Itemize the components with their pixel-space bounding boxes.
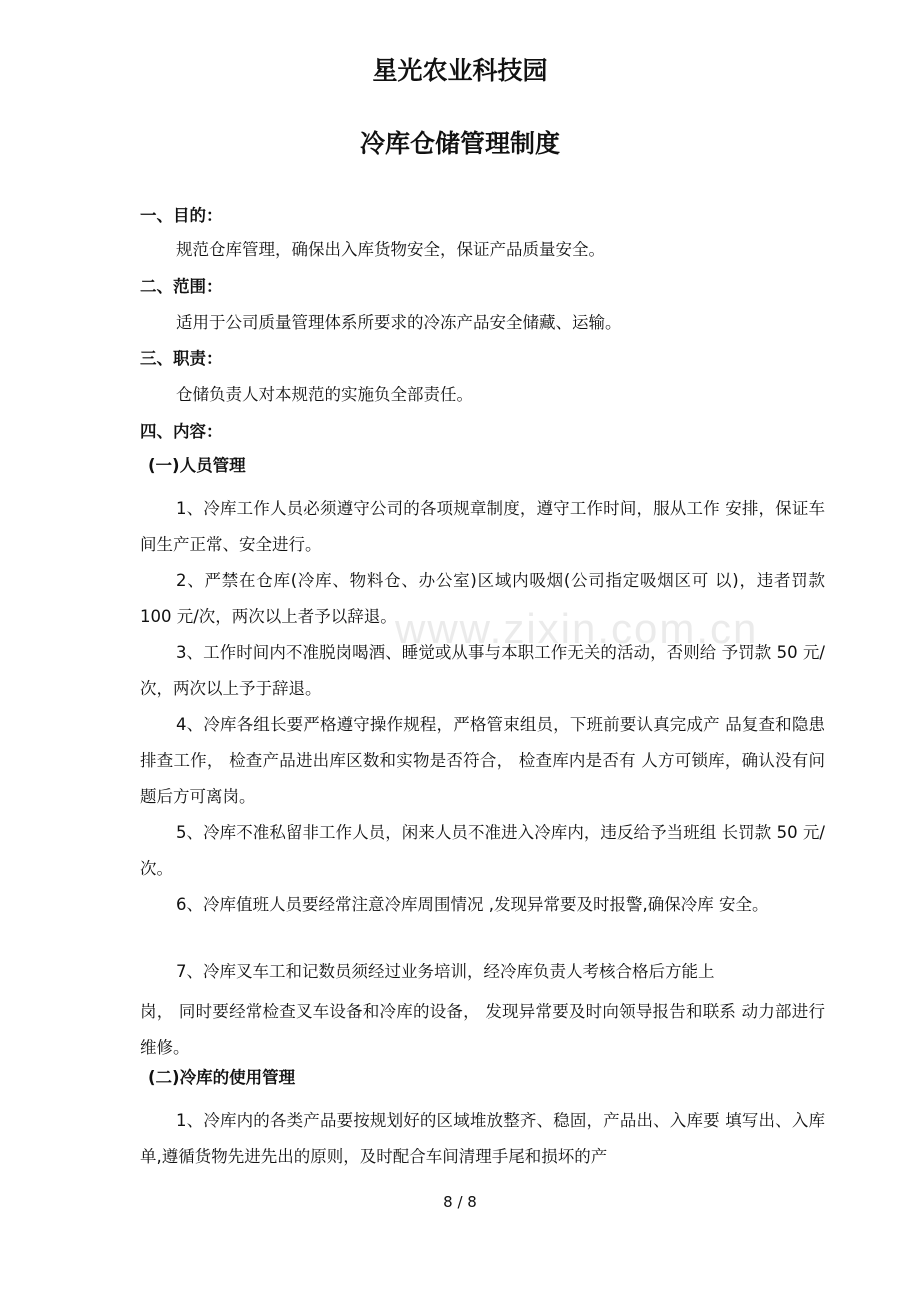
subheading-personnel: (一)人员管理	[148, 456, 246, 475]
company-title: 星光农业科技园	[372, 56, 548, 85]
watermark: www.zixin.com.cn	[395, 605, 759, 652]
personnel-item-2: 2、严禁在仓库(冷库、物料仓、办公室)区域内吸烟(公司指定吸烟区可 以)，违者罚款 100 元/次，两次以上者予以辞退。	[140, 571, 825, 626]
section-heading-responsibility: 三、职责：	[140, 349, 223, 368]
personnel-item-4: 4、冷库各组长要严格遵守操作规程，严格管束组员，下班前要认真完成产 品复查和隐患排查工作， 检查产品进出库区数和实物是否符合， 检查库内是否有 人方可锁库，确认没有问题后方可离岗。	[140, 715, 825, 806]
subheading-usage: (二)冷库的使用管理	[148, 1068, 296, 1087]
personnel-item-6: 6、冷库值班人员要经常注意冷库周围情况 ,发现异常要及时报警,确保冷库 安全。	[176, 895, 769, 914]
section-heading-purpose: 一、目的：	[140, 206, 223, 225]
section-heading-scope: 二、范围：	[140, 277, 223, 296]
section-text-responsibility: 仓储负责人对本规范的实施负全部责任。	[176, 385, 473, 404]
personnel-item-7-first-line: 7、冷库叉车工和记数员须经过业务培训，经冷库负责人考核合格后方能上	[176, 962, 715, 981]
usage-item-1: 1、冷库内的各类产品要按规划好的区域堆放整齐、稳固，产品出、入库要 填写出、入库单,遵循货物先进先出的原则，及时配合车间清理手尾和损坏的产	[140, 1111, 825, 1166]
section-text-purpose: 规范仓库管理，确保出入库货物安全，保证产品质量安全。	[176, 240, 605, 259]
personnel-item-5: 5、冷库不准私留非工作人员，闲来人员不准进入冷库内，违反给予当班组 长罚款 50 元/次。	[140, 823, 825, 878]
personnel-item-1: 1、冷库工作人员必须遵守公司的各项规章制度，遵守工作时间，服从工作 安排，保证车间生产正常、安全进行。	[140, 499, 825, 554]
personnel-item-7-continued: 岗， 同时要经常检查叉车设备和冷库的设备， 发现异常要及时向领导报告和联系 动力部进行维修。	[140, 1002, 825, 1057]
personnel-item-3: 3、工作时间内不准脱岗喝酒、睡觉或从事与本职工作无关的活动，否则给 予罚款 50 元/次，两次以上予于辞退。	[140, 643, 825, 698]
page-number: 8 / 8	[443, 1193, 477, 1211]
section-text-scope: 适用于公司质量管理体系所要求的冷冻产品安全储藏、运输。	[176, 313, 622, 332]
section-heading-content: 四、内容：	[140, 422, 223, 441]
document-title: 冷库仓储管理制度	[359, 129, 560, 158]
